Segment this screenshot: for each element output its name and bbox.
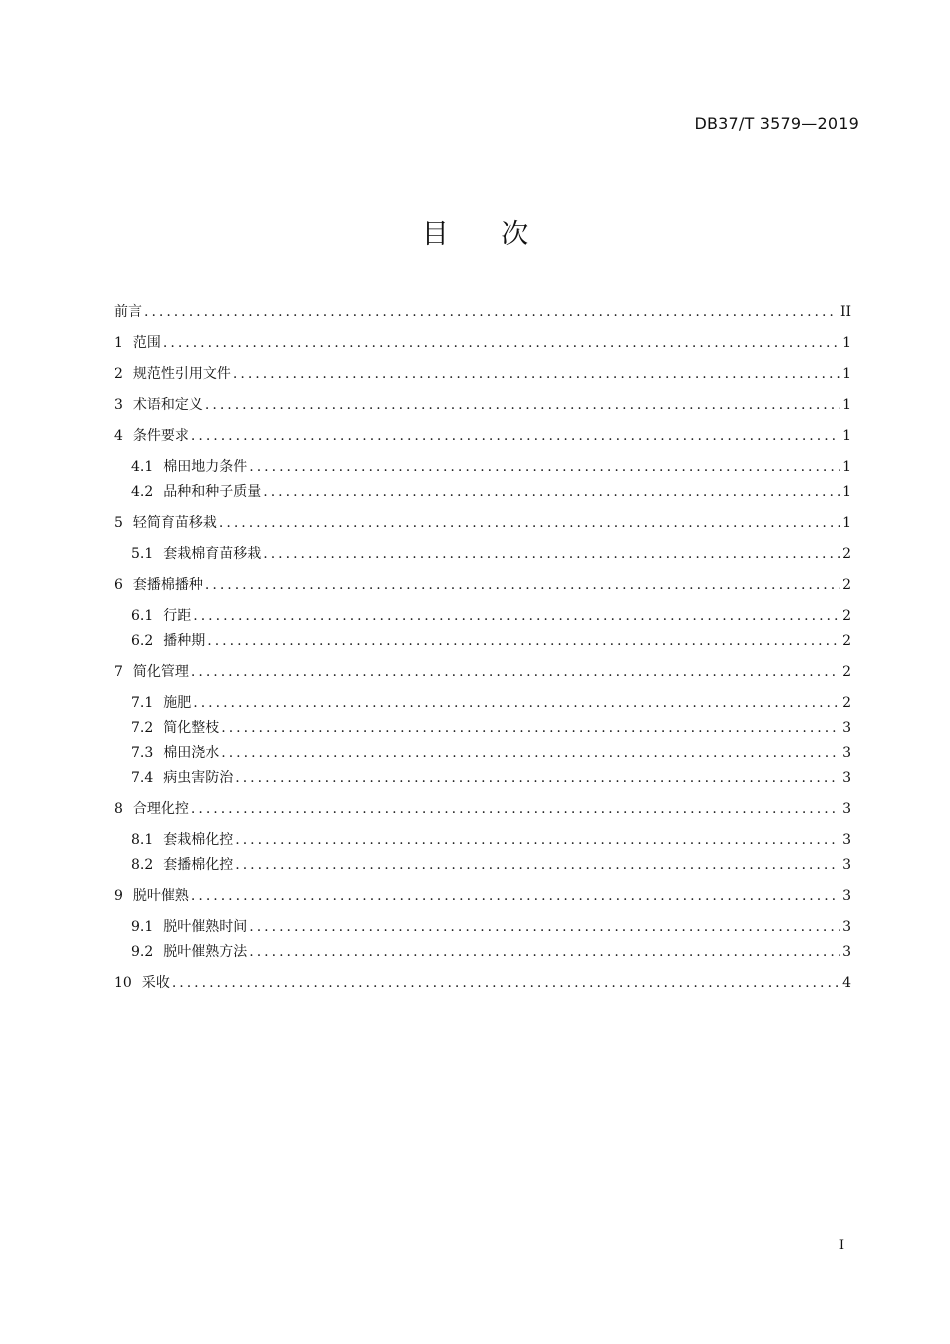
toc-entry[interactable] — [114, 629, 851, 654]
toc-entry-number: 4 — [114, 428, 123, 444]
toc-entry[interactable] — [114, 480, 851, 505]
toc-entry-page: 3 — [842, 832, 851, 848]
toc-entry[interactable] — [114, 797, 851, 822]
toc-entry-number: 10 — [114, 975, 132, 991]
toc-entry-title: 套栽棉育苗移栽 — [163, 546, 262, 562]
toc-entry-title: 合理化控 — [132, 801, 189, 817]
toc-entry-number: 7.2 — [131, 720, 154, 736]
toc-entry-title: 条件要求 — [132, 428, 189, 444]
toc-entry-number: 2 — [114, 366, 123, 382]
toc-leader-dots — [235, 853, 840, 878]
toc-entry-page: 2 — [842, 608, 851, 624]
toc-entry-number: 6.1 — [131, 608, 154, 624]
toc-entry-page: 3 — [842, 801, 851, 817]
toc-leader-dots — [249, 940, 840, 965]
toc-leader-dots — [235, 766, 840, 791]
toc-entry-page: 3 — [842, 720, 851, 736]
toc-entry[interactable] — [114, 300, 851, 325]
toc-entry-number: 6.2 — [131, 633, 154, 649]
toc-entry[interactable] — [114, 511, 851, 536]
toc-entry-page: II — [839, 304, 851, 320]
toc-leader-dots — [263, 480, 840, 505]
toc-entry[interactable] — [114, 331, 851, 356]
toc-entry-title: 采收 — [141, 975, 170, 991]
toc-entry-page: 3 — [842, 944, 851, 960]
toc-leader-dots — [191, 797, 840, 822]
toc-entry[interactable] — [114, 424, 851, 449]
toc-entry-title: 套栽棉化控 — [163, 832, 234, 848]
toc-leader-dots — [163, 331, 840, 356]
toc-entry-number: 3 — [114, 397, 123, 413]
toc-entry[interactable] — [114, 853, 851, 878]
toc-entry[interactable] — [114, 691, 851, 716]
toc-entry-page: 1 — [842, 397, 851, 413]
toc-leader-dots — [249, 915, 840, 940]
toc-entry-page: 1 — [842, 366, 851, 382]
toc-entry-number: 7 — [114, 664, 123, 680]
toc-entry-page: 3 — [842, 857, 851, 873]
toc-entry-number: 8.2 — [131, 857, 154, 873]
toc-entry[interactable] — [114, 940, 851, 965]
toc-entry-number: 5 — [114, 515, 123, 531]
toc-leader-dots — [193, 604, 840, 629]
toc-leader-dots — [221, 716, 840, 741]
toc-entry-title: 简化管理 — [132, 664, 189, 680]
toc-entry-title: 病虫害防治 — [163, 770, 234, 786]
toc-leader-dots — [263, 542, 840, 567]
toc-entry-page: 3 — [842, 770, 851, 786]
toc-entry-title: 前言 — [114, 304, 142, 320]
toc-entry-number: 9 — [114, 888, 123, 904]
toc-entry[interactable] — [114, 971, 851, 996]
toc-entry-page: 1 — [842, 428, 851, 444]
toc-entry-page: 3 — [842, 745, 851, 761]
toc-title-char-2: 次 — [501, 219, 529, 250]
toc-entry-page: 2 — [842, 577, 851, 593]
toc-entry[interactable] — [114, 393, 851, 418]
toc-entry-title: 脱叶催熟方法 — [163, 944, 248, 960]
toc-leader-dots — [219, 511, 840, 536]
toc-entry-title: 套播棉播种 — [132, 577, 203, 593]
toc-leader-dots — [193, 691, 840, 716]
toc-entry-page: 1 — [842, 335, 851, 351]
toc-entry-page: 2 — [842, 546, 851, 562]
toc-entry-title: 脱叶催熟时间 — [163, 919, 248, 935]
toc-entry-title: 棉田地力条件 — [163, 459, 248, 475]
toc-entry-title: 品种和种子质量 — [163, 484, 262, 500]
toc-leader-dots — [144, 300, 838, 325]
toc-leader-dots — [207, 629, 840, 654]
toc-entry-title: 规范性引用文件 — [132, 366, 231, 382]
toc-entry-number: 4.2 — [131, 484, 154, 500]
toc-entry-page: 4 — [842, 975, 851, 991]
toc-entry-title: 套播棉化控 — [163, 857, 234, 873]
toc-entry-number: 4.1 — [131, 459, 154, 475]
toc-entry-number: 9.1 — [131, 919, 154, 935]
toc-entry[interactable] — [114, 542, 851, 567]
toc-entry-title: 棉田浇水 — [163, 745, 220, 761]
toc-entry[interactable] — [114, 828, 851, 853]
table-of-contents — [114, 300, 851, 996]
toc-leader-dots — [191, 660, 840, 685]
toc-entry-title: 行距 — [163, 608, 192, 624]
toc-entry[interactable] — [114, 884, 851, 909]
toc-leader-dots — [172, 971, 840, 996]
toc-entry-page: 1 — [842, 484, 851, 500]
toc-entry[interactable] — [114, 455, 851, 480]
toc-leader-dots — [191, 424, 840, 449]
toc-leader-dots — [249, 455, 840, 480]
toc-leader-dots — [233, 362, 840, 387]
toc-entry-number: 7.4 — [131, 770, 154, 786]
toc-entry[interactable] — [114, 915, 851, 940]
toc-leader-dots — [191, 884, 840, 909]
toc-entry-page: 3 — [842, 919, 851, 935]
toc-title — [0, 212, 950, 251]
toc-entry-number: 7.1 — [131, 695, 154, 711]
toc-leader-dots — [235, 828, 840, 853]
toc-entry-title: 术语和定义 — [132, 397, 203, 413]
toc-entry-number: 5.1 — [131, 546, 154, 562]
toc-title-char-1: 目 — [421, 219, 449, 250]
standard-code: DB37/T 3579—2019 — [694, 114, 859, 133]
toc-entry[interactable] — [114, 741, 851, 766]
toc-entry-title: 轻简育苗移栽 — [132, 515, 217, 531]
toc-entry-page: 1 — [842, 515, 851, 531]
toc-entry-number: 8 — [114, 801, 123, 817]
toc-entry-number: 1 — [114, 335, 123, 351]
toc-entry-page: 2 — [842, 695, 851, 711]
toc-entry-page: 3 — [842, 888, 851, 904]
toc-entry-number: 6 — [114, 577, 123, 593]
toc-leader-dots — [205, 573, 840, 598]
toc-entry[interactable] — [114, 573, 851, 598]
page-number: I — [838, 1238, 844, 1253]
toc-entry[interactable] — [114, 660, 851, 685]
toc-entry-title: 简化整枝 — [163, 720, 220, 736]
toc-entry-page: 1 — [842, 459, 851, 475]
toc-entry-page: 2 — [842, 633, 851, 649]
toc-entry-title: 范围 — [132, 335, 161, 351]
toc-entry[interactable] — [114, 716, 851, 741]
toc-entry[interactable] — [114, 362, 851, 387]
toc-entry-title: 脱叶催熟 — [132, 888, 189, 904]
toc-entry-number: 9.2 — [131, 944, 154, 960]
toc-entry-title: 施肥 — [163, 695, 192, 711]
toc-entry-number: 7.3 — [131, 745, 154, 761]
toc-entry[interactable] — [114, 766, 851, 791]
toc-entry[interactable] — [114, 604, 851, 629]
toc-leader-dots — [205, 393, 840, 418]
toc-entry-title: 播种期 — [163, 633, 206, 649]
toc-leader-dots — [221, 741, 840, 766]
toc-entry-page: 2 — [842, 664, 851, 680]
toc-entry-number: 8.1 — [131, 832, 154, 848]
